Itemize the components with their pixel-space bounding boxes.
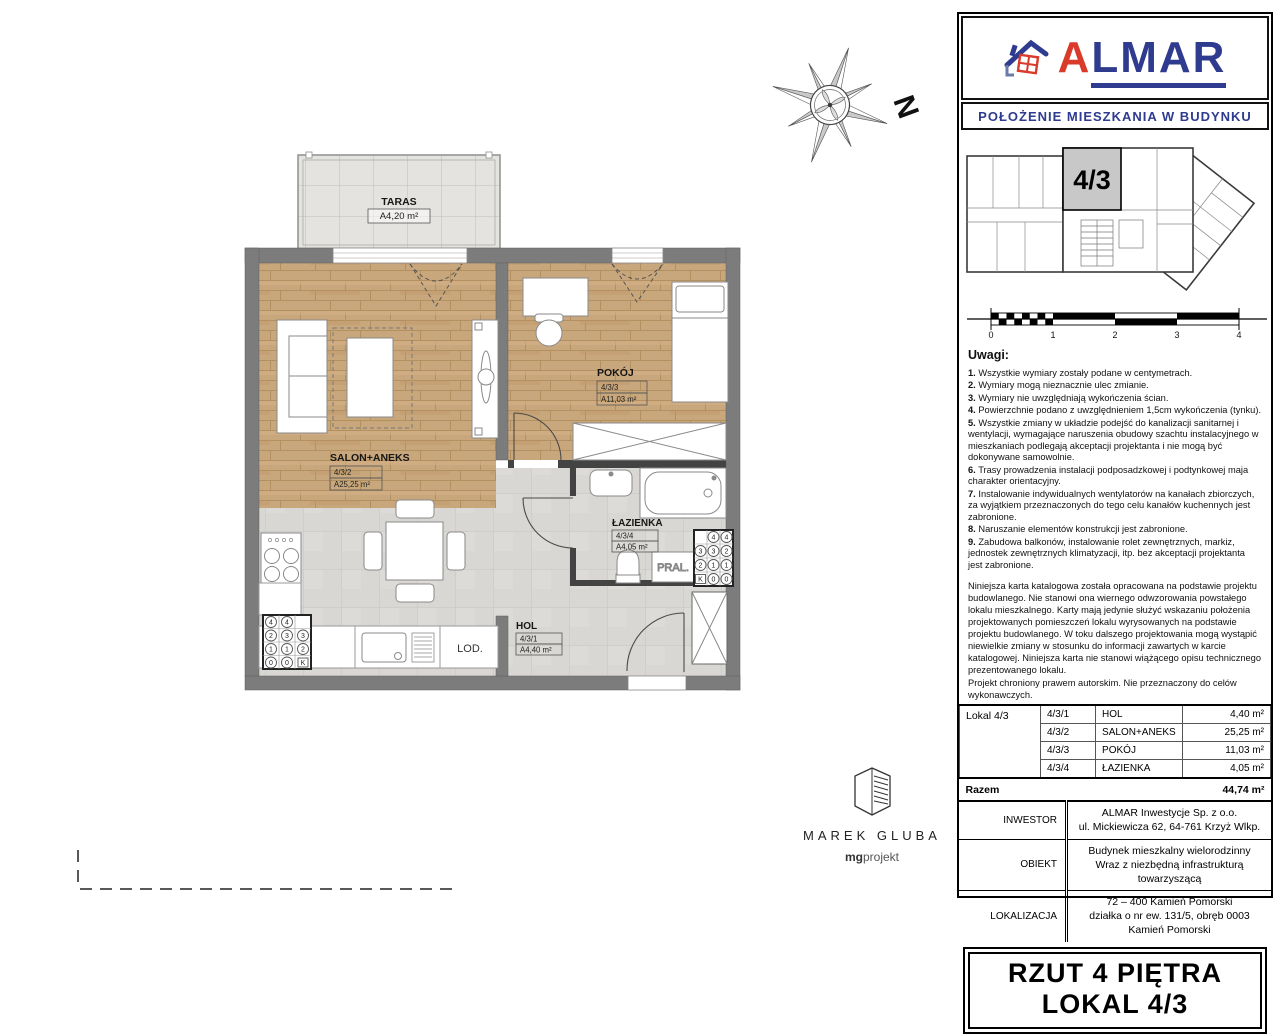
table-row: 4/3/2 SALON+ANEKS 25,25 m² [960, 724, 1271, 742]
note-item: 7. Instalowanie indywidualnych wentylatorów na kanałach zbiorczych, za wyjątkiem przeznaczonych do tego celu kanałów kuchennych jest zabronione. [968, 488, 1255, 522]
almar-house-icon [1004, 35, 1050, 81]
sink-basin [362, 633, 406, 662]
svg-text:0: 0 [988, 330, 994, 340]
svg-text:1: 1 [1050, 330, 1056, 340]
svg-text:3: 3 [285, 633, 289, 640]
hol-code: 4/3/1 [520, 634, 538, 644]
railing-post [306, 152, 312, 158]
balcony-door-window [333, 248, 467, 263]
note-item: 2. Wymiary mogą nieznacznie ulec zmianie. [968, 380, 1149, 391]
note-item: 3. Wymiary nie uwzględniają wykończenia ścian. [968, 392, 1169, 403]
building-location-diagram [959, 132, 1271, 304]
entrance-shaft [692, 592, 727, 664]
info-row: LOKALIZACJA 72 – 400 Kamień Pomorski działka o nr ew. 131/5, obręb 0003 Kamień Pomorski [959, 891, 1271, 942]
lazienka-area: A4,05 m² [616, 542, 648, 552]
north-label: N [886, 91, 925, 123]
table-row: Lokal 4/3 4/3/1 HOL 4,40 m² [960, 705, 1271, 724]
svg-text:1: 1 [285, 646, 289, 654]
almar-logo [961, 16, 1269, 100]
sheet-title [968, 952, 1262, 1030]
total-area: 44,74 m² [1182, 778, 1270, 800]
desk-chair [536, 320, 562, 346]
lazienka-label: ŁAZIENKA [612, 518, 663, 529]
compass-rose [754, 29, 924, 180]
bathtub-frame [640, 468, 726, 518]
counter-segment [259, 583, 301, 615]
svg-text:3: 3 [301, 633, 305, 640]
taras-label: TARAS [381, 196, 417, 208]
area-table [959, 704, 1271, 800]
sheet-title-box [963, 947, 1267, 1034]
title-line-1: RZUT 4 PIĘTRA [1007, 957, 1222, 988]
pokoj-label: POKÓJ [597, 367, 634, 379]
svg-text:2: 2 [698, 562, 703, 570]
svg-text:2: 2 [1112, 330, 1118, 340]
svg-text:0: 0 [711, 576, 716, 584]
svg-text:1: 1 [269, 646, 273, 654]
scale-bar [959, 304, 1271, 340]
dining-table [386, 522, 443, 580]
chair [396, 584, 434, 602]
shaft-grid-left [263, 615, 311, 669]
svg-text:K: K [698, 576, 703, 584]
hol-area: A4,40 m² [520, 645, 552, 655]
title-line-2: LOKAL 4/3 [1041, 989, 1189, 1020]
svg-text:0: 0 [285, 660, 289, 667]
note-item: 1. Wszystkie wymiary zostały podane w centymetrach. [968, 367, 1193, 378]
copyright-text: Projekt chroniony prawem autorskim. Nie przeznaczony do celów wykonawczych. [968, 678, 1237, 701]
info-row: INWESTOR ALMAR Inwestycje Sp. z o.o. ul. Mickiewicza 62, 64-761 Krzyż Wlkp. [959, 801, 1271, 839]
svg-text:1: 1 [724, 562, 729, 570]
lokal-label: Lokal 4/3 [960, 705, 1041, 778]
svg-text:0: 0 [724, 576, 729, 584]
note-item: 5. Wszystkie zmiany w układzie podejść do kanalizacji sanitarnej i wentylacji, wymagające naruszenia obudowy szachtu instalacyjnego w mieszkaniach podlegają akceptacji projektanta i nie mogą być dokonywane samowolnie. [968, 417, 1259, 463]
designer-name: MAREK GLUBA [803, 828, 941, 843]
svg-text:4: 4 [724, 534, 729, 542]
sink-drainer [412, 633, 434, 662]
lazienka-code: 4/3/4 [616, 531, 634, 541]
svg-text:3: 3 [711, 548, 716, 556]
toilet [617, 550, 639, 575]
note-item: 9. Zabudowa balkonów, instalowanie rolet zewnętrznych, markiz, jednostek zewnętrznych klimatyzacji, itp. bez akceptacji projektanta jest zabronione. [968, 536, 1245, 570]
disclaimer-text: Niniejsza karta katalogowa została opracowana na podstawie projektu budowlanego. Nie stanowi ona wiernego odwzorowania powstałego lokalu mieszkalnego. Karty mają jedynie służyć wskazaniu położenia projektowanych pomieszczeń lokalu wyrysowanych na podstawie projektu budowlanego. W toku dalszego projektowania mogą wystąpić niewielkie zmiany w stosunku do informacji zawartych w karcie katalogowej. Niniejsza karta nie stanowi wiążącego opisu technicznego prezentowanego lokalu. [968, 581, 1262, 675]
total-row [960, 778, 1271, 800]
position-title: POŁOŻENIE MIESZKANIA W BUDYNKU [961, 102, 1269, 130]
svg-text:4: 4 [269, 619, 273, 627]
coffee-table [347, 338, 393, 417]
salon-code: 4/3/2 [334, 468, 352, 477]
total-label: Razem [960, 778, 1183, 800]
salon-label: SALON+ANEKS [330, 452, 410, 464]
svg-text:0: 0 [269, 660, 273, 667]
svg-text:4: 4 [285, 619, 289, 627]
unit-4-3-label: 4/3 [1073, 165, 1111, 195]
hol-label: HOL [516, 621, 538, 632]
pokoj-code: 4/3/3 [601, 383, 619, 392]
almar-logo-text: ALMAR [1058, 38, 1227, 78]
washer-label: PRAL. [657, 562, 689, 574]
logo-hatch [874, 776, 888, 804]
designer-logo [803, 768, 941, 864]
svg-text:3: 3 [698, 548, 703, 556]
svg-text:3: 3 [1174, 330, 1180, 340]
info-panel [957, 12, 1273, 1020]
railing-post [486, 152, 492, 158]
svg-text:4: 4 [1236, 330, 1242, 340]
table-row: 4/3/3 POKÓJ 11,03 m² [960, 742, 1271, 760]
pokoj-window [612, 248, 663, 263]
sheet-corner-marks [78, 850, 460, 889]
stove [261, 533, 301, 583]
svg-text:2: 2 [269, 633, 273, 640]
svg-text:2: 2 [301, 646, 305, 654]
notes-block [959, 340, 1271, 572]
note-item: 6. Trasy prowadzenia instalacji podposadzkowej i podtynkowej maja charakter orientacyjny. [968, 464, 1249, 487]
svg-text:K: K [300, 660, 306, 667]
note-item: 8. Naruszanie elementów konstrukcji jest zabronione. [968, 524, 1188, 535]
svg-text:2: 2 [724, 548, 729, 556]
pillow [676, 286, 724, 312]
desk [523, 278, 588, 316]
chair [396, 500, 434, 518]
svg-text:4: 4 [711, 534, 716, 542]
entrance-opening [628, 676, 686, 690]
svg-text:1: 1 [711, 562, 716, 570]
note-item: 4. Powierzchnie podano z uwzględnieniem 1,5cm wykończenia (tynku). [968, 405, 1262, 416]
taras-area: A4,20 m² [379, 211, 419, 222]
fridge-label: LOD. [457, 643, 483, 655]
disclaimer-block [959, 572, 1271, 704]
info-row: OBIEKT Budynek mieszkalny wielorodzinny Wraz z niezbędną infrastrukturą towarzyszącą [959, 839, 1271, 891]
notes-title: Uwagi: [968, 348, 1009, 362]
shaft-grid-right [694, 530, 733, 586]
pokoj-area: A11,03 m² [601, 395, 637, 404]
project-info-table [959, 800, 1271, 941]
chair [364, 532, 382, 570]
salon-area: A25,25 m² [334, 480, 370, 489]
chair [447, 532, 465, 570]
table-row: 4/3/4 ŁAZIENKA 4,05 m² [960, 760, 1271, 779]
designer-brand: mgprojekt [844, 850, 900, 864]
